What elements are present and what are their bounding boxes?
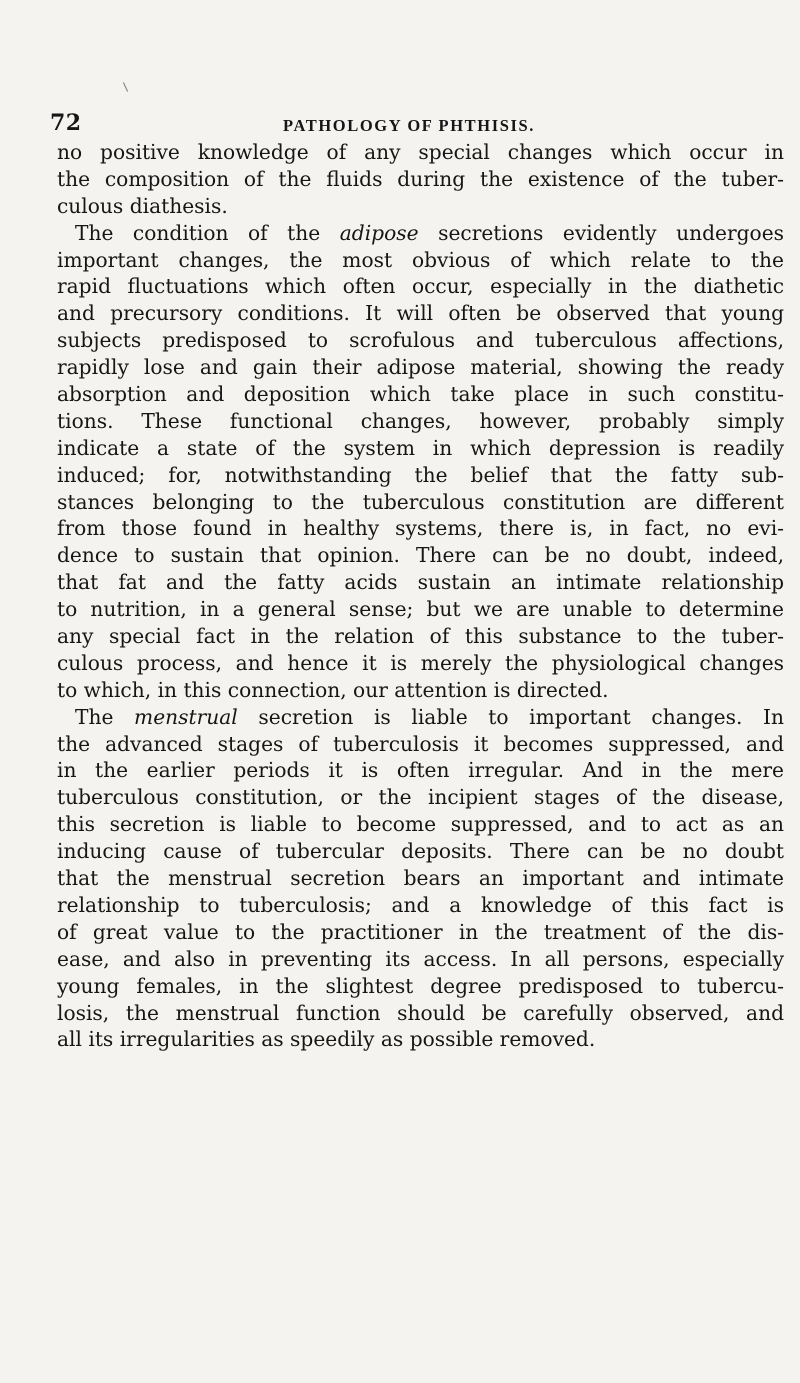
text-line: rapidly lose and gain their adipose material, showing the ready bbox=[57, 355, 784, 380]
text-line: stances belonging to the tuberculous constitution are different bbox=[57, 489, 784, 514]
text-line: of great value to the practitioner in the treatment of the dis- bbox=[57, 919, 784, 944]
text-line: relationship to tuberculosis; and a knowledge of this fact is bbox=[57, 892, 784, 917]
text-line: inducing cause of tubercular deposits. There can be no doubt bbox=[57, 839, 784, 864]
page-number: 72 bbox=[50, 110, 82, 136]
paragraph-3 bbox=[57, 704, 784, 1054]
text-line: to nutrition, in a general sense; but we are unable to determine bbox=[57, 597, 784, 622]
text-line: induced; for, notwithstanding the belief that the fatty sub- bbox=[57, 462, 784, 487]
text-line: the composition of the fluids during the existence of the tuber- bbox=[57, 166, 784, 191]
running-title: PATHOLOGY OF PHTHISIS. bbox=[283, 116, 536, 135]
text-line: any special fact in the relation of this substance to the tuber- bbox=[57, 624, 784, 649]
text-line: that fat and the fatty acids sustain an intimate relationship bbox=[57, 570, 784, 595]
text-line: important changes, the most obvious of which relate to the bbox=[57, 247, 784, 272]
text-line: culous diathesis. bbox=[57, 193, 228, 218]
text-line: subjects predisposed to scrofulous and tuberculous affections, bbox=[57, 328, 784, 353]
text-line: tuberculous constitution, or the incipient stages of the disease, bbox=[57, 785, 784, 810]
line-tail: secretion is liable to important changes. In bbox=[237, 704, 784, 729]
text-line: the advanced stages of tuberculosis it becomes suppressed, and bbox=[57, 731, 784, 756]
text-line: to which, in this connection, our attention is directed. bbox=[57, 677, 609, 702]
paragraph-2 bbox=[57, 220, 784, 704]
paragraph-1 bbox=[57, 139, 784, 220]
text-line: from those found in healthy systems, there is, in fact, no evi- bbox=[57, 516, 784, 541]
text-line: losis, the menstrual function should be carefully observed, and bbox=[57, 1000, 784, 1025]
emphasis-menstrual: menstrual bbox=[134, 704, 238, 729]
line-lead: The bbox=[75, 704, 135, 729]
text-line: that the menstrual secretion bears an important and intimate bbox=[57, 866, 784, 891]
text-line bbox=[57, 704, 784, 731]
text-line: no positive knowledge of any special changes which occur in bbox=[57, 140, 784, 164]
stray-mark bbox=[123, 82, 128, 91]
text-line: and precursory conditions. It will often be observed that young bbox=[57, 301, 784, 326]
text-line: tions. These functional changes, however, probably simply bbox=[57, 408, 784, 433]
text-line: absorption and deposition which take place in such constitu- bbox=[57, 382, 784, 407]
text-line bbox=[57, 220, 784, 247]
text-line: young females, in the slightest degree predisposed to tubercu- bbox=[57, 973, 784, 998]
text-line: in the earlier periods it is often irregular. And in the mere bbox=[57, 758, 784, 783]
text-line: all its irregularities as speedily as possible removed. bbox=[57, 1027, 596, 1052]
line-lead: The condition of the bbox=[75, 220, 340, 245]
text-line: culous process, and hence it is merely the physiological changes bbox=[57, 650, 784, 675]
body-text bbox=[57, 139, 784, 1053]
text-line: ease, and also in preventing its access. In all persons, especially bbox=[57, 946, 784, 971]
text-line: dence to sustain that opinion. There can be no doubt, indeed, bbox=[57, 543, 784, 568]
text-line: this secretion is liable to become suppressed, and to act as an bbox=[57, 812, 784, 837]
text-line: rapid fluctuations which often occur, especially in the diathetic bbox=[57, 274, 784, 299]
line-tail: secretions evidently undergoes bbox=[418, 220, 784, 245]
text-line: indicate a state of the system in which depression is readily bbox=[57, 435, 784, 460]
emphasis-adipose: adipose bbox=[339, 220, 419, 245]
